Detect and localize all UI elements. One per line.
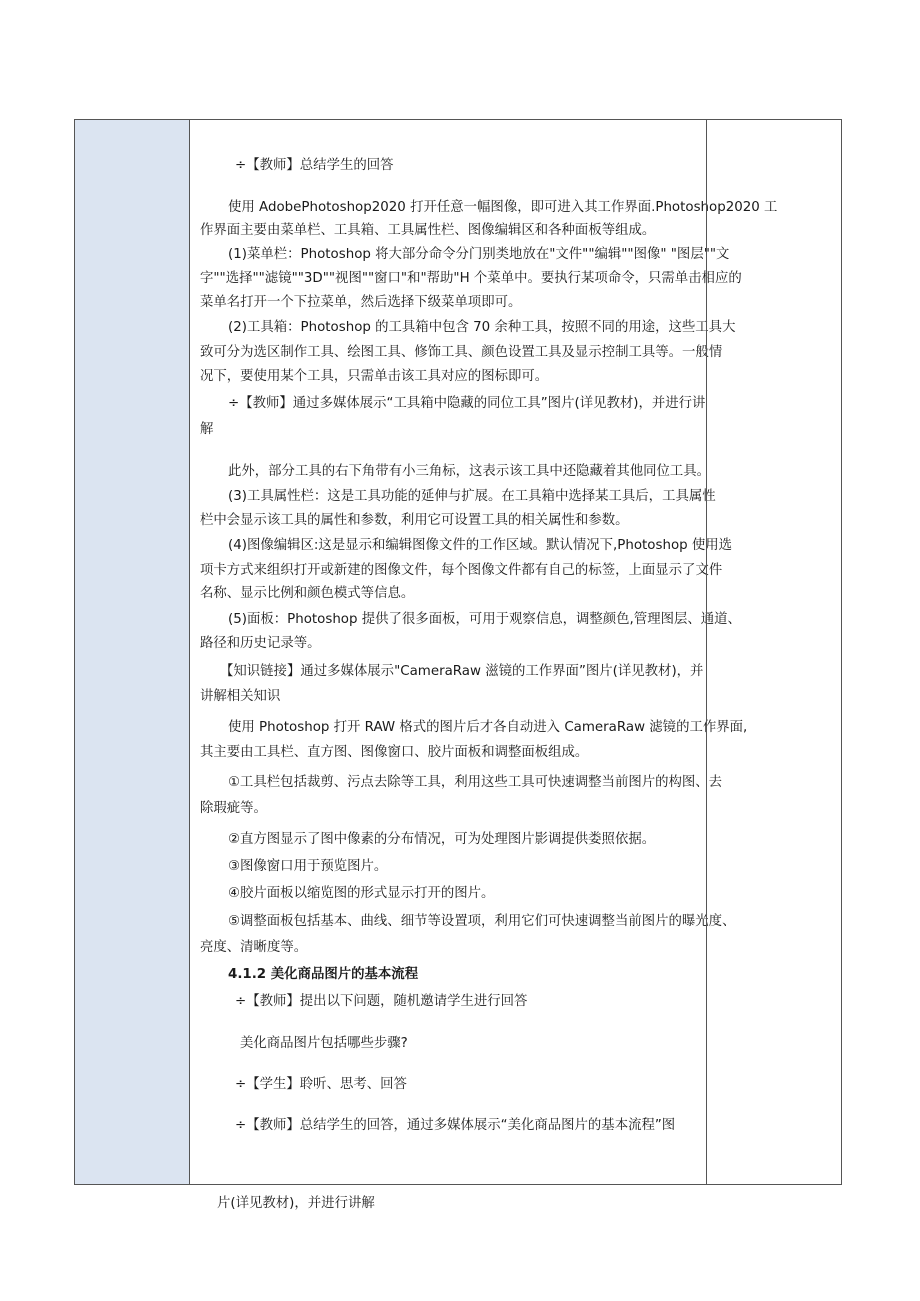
text-line: ④胶片面板以缩览图的形式显示打开的图片。 — [228, 886, 495, 901]
text-line: ②直方图显示了图中像素的分布情况，可为处理图片影调提供娄照依据。 — [228, 832, 656, 847]
left-column — [75, 120, 190, 1184]
section-heading: 4.1.2 美化商品图片的基本流程 — [228, 967, 419, 982]
text-line: 除瑕疵等。 — [200, 801, 267, 816]
text-line: 项卡方式来组织打开或新建的图像文件，每个图像文件都有自己的标签，上面显示了文件 — [200, 563, 723, 578]
text-line: ③图像窗口用于预览图片。 — [228, 859, 388, 874]
text-line: ÷【教师】提出以下问题，随机邀请学生进行回答 — [235, 994, 528, 1009]
text-line: (4)图像编辑区:这是显示和编辑图像文件的工作区域。默认情况下,Photoshop 使用选 — [228, 538, 733, 553]
text-line: 栏中会显示该工具的属性和参数，利用它可设置工具的相关属性和参数。 — [200, 513, 629, 528]
knowledge-link-line: 【知识链接】通过多媒体展示"CameraRaw 滋镜的工作界面”图片(详见教材)，并 — [220, 664, 704, 679]
text-line: ÷【教师】通过多媒体展示“工具箱中隐藏的同位工具”图片(详见教材)，并进行讲 — [228, 396, 706, 411]
text-line: 使用 AdobePhotoshop2020 打开任意一幅图像，即可进入其工作界面.Photoshop2020 工 — [228, 200, 778, 215]
text-line: 讲解相关知识 — [200, 689, 281, 704]
text-line: (1)菜单栏：Photoshop 将大部分命令分门别类地放在"文件""编辑""图像" "图层""文 — [228, 247, 730, 262]
text-line: ⑤调整面板包括基本、曲线、细节等设置项，利用它们可快速调整当前图片的曝光度、 — [228, 914, 736, 929]
continued-text: 片(详见教材)，并进行讲解 — [217, 1196, 375, 1211]
question-line: 美化商品图片包括哪些步骤? — [240, 1036, 408, 1051]
text-line: 亮度、清晰度等。 — [200, 940, 308, 955]
lesson-table — [74, 119, 842, 1185]
right-column — [706, 120, 841, 1184]
text-line: (2)工具箱：Photoshop 的工具箱中包含 70 余种工具，按照不同的用途，这些工具大 — [228, 320, 736, 335]
text-line: 使用 Photoshop 打开 RAW 格式的图片后才各自动进入 CameraRaw 滤镜的工作界面, — [228, 720, 748, 735]
text-line: 致可分为选区制作工具、绘图工具、修饰工具、颜色设置工具及显示控制工具等。一般情 — [200, 345, 723, 360]
text-line: 名称、显示比例和颜色模式等信息。 — [200, 586, 415, 601]
text-line: 况下，要使用某个工具，只需单击该工具对应的图标即可。 — [200, 369, 549, 384]
text-line: ①工具栏包括裁剪、污点去除等工具，利用这些工具可快速调整当前图片的构图、去 — [228, 775, 723, 790]
text-line: 解 — [200, 422, 214, 437]
text-line: ÷【教师】总结学生的回答，通过多媒体展示“美化商品图片的基本流程”图 — [235, 1118, 676, 1133]
text-line: 字""选择""滤镜""3D""视图""窗口"和"帮助"H 个菜单中。要执行某项命令，只需单击相应的 — [200, 271, 742, 286]
teacher-summary-line: ÷【教师】总结学生的回答 — [235, 158, 394, 173]
text-line: (3)工具属性栏：这是工具功能的延伸与扩展。在工具箱中选择某工具后，工具属性 — [228, 489, 716, 504]
text-line: ÷【学生】聆听、思考、回答 — [235, 1077, 407, 1092]
text-line: 路径和历史记录等。 — [200, 636, 321, 651]
text-line: 作界面主要由菜单栏、工具箱、工具属性栏、图像编辑区和各种面板等组成。 — [200, 223, 656, 238]
content-column — [190, 120, 778, 1184]
text-line: 此外，部分工具的右下角带有小三角标，这表示该工具中还隐藏着其他同位工具。 — [228, 464, 711, 479]
text-line: 其主要由工具栏、直方图、图像窗口、胶片面板和调整面板组成。 — [200, 745, 589, 760]
text-line: (5)面板：Photoshop 提供了很多面板，可用于观察信息，调整颜色,管理图层、通道、 — [228, 612, 741, 627]
text-line: 菜单名打开一个下拉菜单，然后选择下级菜单项即可。 — [200, 295, 522, 310]
